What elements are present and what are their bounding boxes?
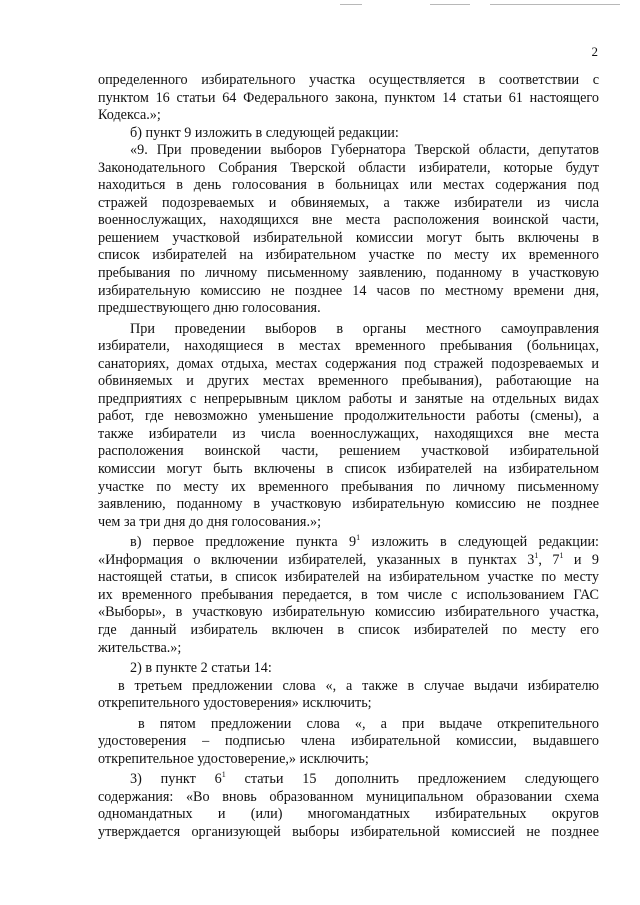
text-line: избирательную комиссию не позднее 14 часов по местному времени дня,	[98, 282, 599, 299]
superscript: 1	[534, 550, 539, 560]
text-line: предшествующего дню голосования.	[98, 300, 321, 317]
text-line: решением участковой избирательной комиссии могут быть включены в	[98, 229, 599, 246]
text-line: «Выборы», в участковую избирательную комиссию избирательного участка,	[98, 604, 599, 621]
text-line: где данный избиратель включен в список избирателей по месту его	[98, 621, 599, 638]
text-line: находиться в день голосования в больницах или местах содержания под	[98, 177, 599, 194]
text-fragment: статьи 15 дополнить предложением следующего	[225, 771, 599, 788]
text-line: санаториях, домах отдыха, местах содержания под стражей подозреваемых и	[98, 355, 599, 372]
text-line: одномандатных и (или) многомандатных избирательных округов	[98, 806, 599, 823]
text-line: б) пункт 9 изложить в следующей редакции:	[130, 124, 399, 141]
text-line: работ, где невозможно уменьшение продолжительности работы (смены), а	[98, 408, 599, 425]
text-line: пунктом 16 статьи 64 Федерального закона, пунктом 14 статьи 61 настоящего	[98, 89, 599, 106]
document-body	[98, 72, 599, 842]
text-line	[98, 534, 599, 552]
text-line: настоящей статьи, в список избирателей на избирательном участке по месту	[98, 569, 599, 586]
text-fragment: и 9	[563, 551, 600, 568]
text-line: 2) в пункте 2 статьи 14:	[130, 660, 272, 677]
text-line: определенного избирательного участка осуществляется в соответствии с	[98, 72, 599, 88]
superscript: 1	[559, 550, 564, 560]
text-line: открепительного удостоверения» исключить;	[98, 695, 372, 712]
text-line: список избирателей на избирательном участке по месту их временного	[98, 247, 599, 264]
text-line: удостоверения – подписью члена избирательной комиссии, выдавшего	[98, 733, 599, 750]
text-line: содержания: «Во вновь образованном муниципальном образовании схема	[98, 788, 599, 805]
superscript: 1	[356, 533, 361, 543]
text-line: пребывания по личному письменному заявлению, поданному в участковую	[98, 265, 599, 282]
text-line: избиратели, находящиеся в местах временного пребывания (больницах,	[98, 338, 599, 355]
text-fragment: «Информация о включении избирателей, указанных в пунктах 3	[98, 551, 535, 568]
text-fragment: изложить в следующей редакции:	[360, 534, 599, 551]
text-line: утверждается организующей выборы избирательной комиссией не позднее	[98, 823, 599, 840]
page-number: 2	[591, 44, 598, 59]
scan-marks	[330, 4, 630, 8]
text-line: также избиратели из числа военнослужащих, находящихся вне места	[98, 425, 599, 442]
text-line: в пятом предложении слова «, а при выдаче открепительного	[138, 715, 599, 732]
text-line: предприятиях с непрерывным циклом работы и занятые на отдельных видах	[98, 390, 599, 407]
text-line: стражей подозреваемых и обвиняемых, а также избиратели из числа	[98, 194, 599, 211]
text-line: открепительное удостоверение,» исключить;	[98, 750, 369, 767]
text-line: военнослужащих, находящихся вне места расположения воинской части,	[98, 212, 599, 229]
text-fragment: в) первое предложение пункта 9	[130, 534, 357, 551]
text-line: «9. При проведении выборов Губернатора Тверской области, депутатов	[130, 142, 599, 159]
text-line: участке по месту их временного пребывания по личному письменному	[98, 478, 599, 495]
text-line: При проведении выборов в органы местного самоуправления	[130, 320, 599, 337]
text-line	[98, 771, 599, 789]
text-line: их временного пребывания передается, в том числе с использованием ГАС	[98, 586, 599, 603]
text-fragment: 3) пункт 6	[130, 771, 222, 788]
text-line: Кодекса.»;	[98, 107, 161, 124]
text-fragment: , 7	[538, 551, 560, 568]
text-line: жительства.»;	[98, 639, 182, 656]
text-line: в третьем предложении слова «, а также в случае выдачи избирателю	[118, 677, 599, 694]
text-line: чем за три дня до дня голосования.»;	[98, 513, 322, 530]
text-line: Законодательного Собрания Тверской области избиратели, которые будут	[98, 159, 599, 176]
text-line: комиссии могут быть включены в список избирателей на избирательном	[98, 461, 599, 478]
text-line	[98, 552, 599, 570]
superscript: 1	[221, 770, 226, 780]
text-line: расположения воинской части, решением участковой избирательной	[98, 443, 599, 460]
text-line: заявлению, поданному в участковую избирательную комиссию не позднее	[98, 496, 599, 513]
text-line: обвиняемых и других местах временного пребывания), работающие на	[98, 373, 599, 390]
